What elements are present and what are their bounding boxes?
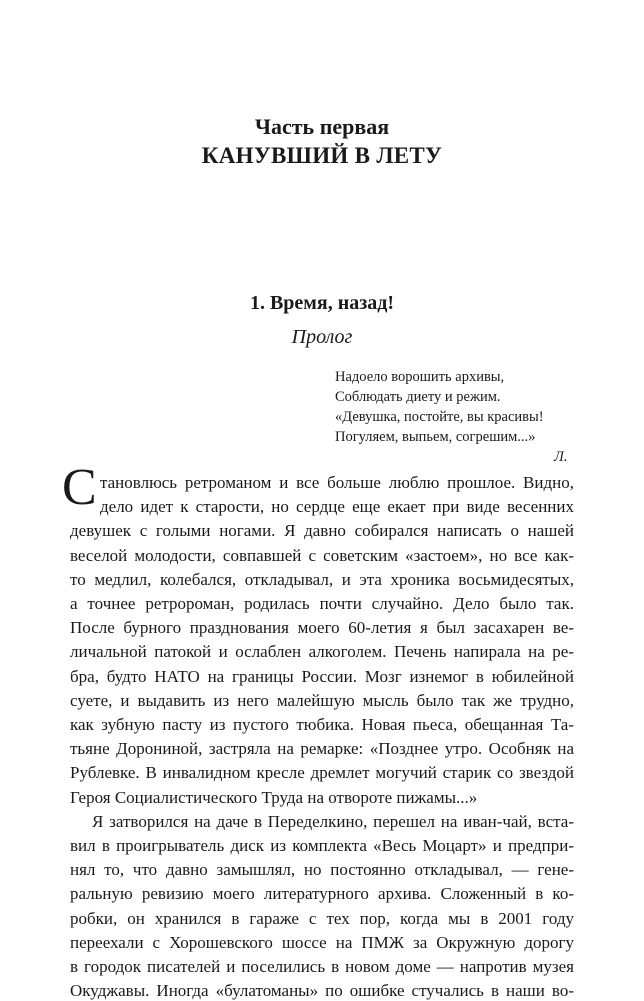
body-line: После бурного празднования моего 60-летия я был засахарен ве- bbox=[70, 618, 574, 638]
body-line: Героя Социалистического Труда на отвороте пижамы...» bbox=[70, 787, 478, 807]
body-line: нял то, что давно замышлял, но постоянно откладывал, — гене- bbox=[70, 860, 574, 880]
epigraph-line: Соблюдать диету и режим. bbox=[335, 389, 501, 405]
body-line: суете, и выдавить из него малейшую мысль было так же трудно, bbox=[70, 690, 574, 710]
body-line: Окуджавы. Иногда «булатоманы» по ошибке стучались в наши во- bbox=[70, 981, 574, 1001]
body-line: веселой молодости, совпавшей с советским «застоем», но все как- bbox=[70, 545, 574, 565]
body-line: тановлюсь ретроманом и все больше люблю прошлое. Видно, bbox=[100, 473, 574, 492]
body-line: личальной патокой и ослаблен алкоголем. Печень напирала на ре- bbox=[70, 642, 574, 662]
body-line: то медлил, колебался, откладывал, и эта хроника восьмидесятых, bbox=[70, 569, 574, 589]
chapter-title: 1. Время, назад! bbox=[249, 292, 395, 314]
body-line: бра, будто НАТО на границы России. Мозг изнемог в юбилейной bbox=[70, 666, 574, 686]
body-line: переехали с Хорошевского шоссе на ПМЖ за Окружную дорогу bbox=[70, 932, 574, 952]
body-line: робки, он хранился в гараже с тех пор, когда мы в 2001 году bbox=[70, 908, 574, 928]
epigraph-signature: Л. bbox=[554, 449, 568, 465]
body-line: девушек с голыми ногами. Я давно собирался написать о нашей bbox=[70, 521, 574, 541]
body-line: как зубную пасту из пустого тюбика. Новая пьеса, обещанная Та- bbox=[70, 715, 574, 734]
body-line: а точнее ретророман, родилась почти случайно. Дело было так. bbox=[70, 594, 574, 613]
body-line: тьяне Дорониной, застряла на ремарке: «Позднее утро. Особняк на bbox=[70, 739, 574, 759]
epigraph-line: Надоело ворошить архивы, bbox=[335, 369, 505, 385]
part-title: КАНУВШИЙ В ЛЕТУ bbox=[201, 143, 443, 168]
epigraph-line: Погуляем, выпьем, согрешим...» bbox=[335, 429, 536, 445]
body-line: Я затворился на даче в Переделкино, перешел на иван-чай, вста- bbox=[92, 811, 574, 831]
part-heading: Часть первая bbox=[254, 114, 390, 139]
body-line: в городок писателей и поселились в новом доме — напротив музея bbox=[70, 957, 574, 976]
body-line: вил в проигрыватель диск из комплекта «Весь Моцарт» и предпри- bbox=[70, 836, 574, 855]
body-line: Рублевке. В инвалидном кресле дремлет могучий старик со звездой bbox=[70, 763, 574, 783]
epigraph-line: «Девушка, постойте, вы красивы! bbox=[335, 409, 544, 425]
body-line: дело идет к старости, но сердце еще екает при виде весенних bbox=[100, 497, 574, 517]
drop-cap: С bbox=[62, 459, 97, 516]
body-line: ральную ревизию моего литературного архива. Сложенный в ко- bbox=[70, 884, 574, 904]
prologue-subtitle: Пролог bbox=[291, 326, 353, 348]
